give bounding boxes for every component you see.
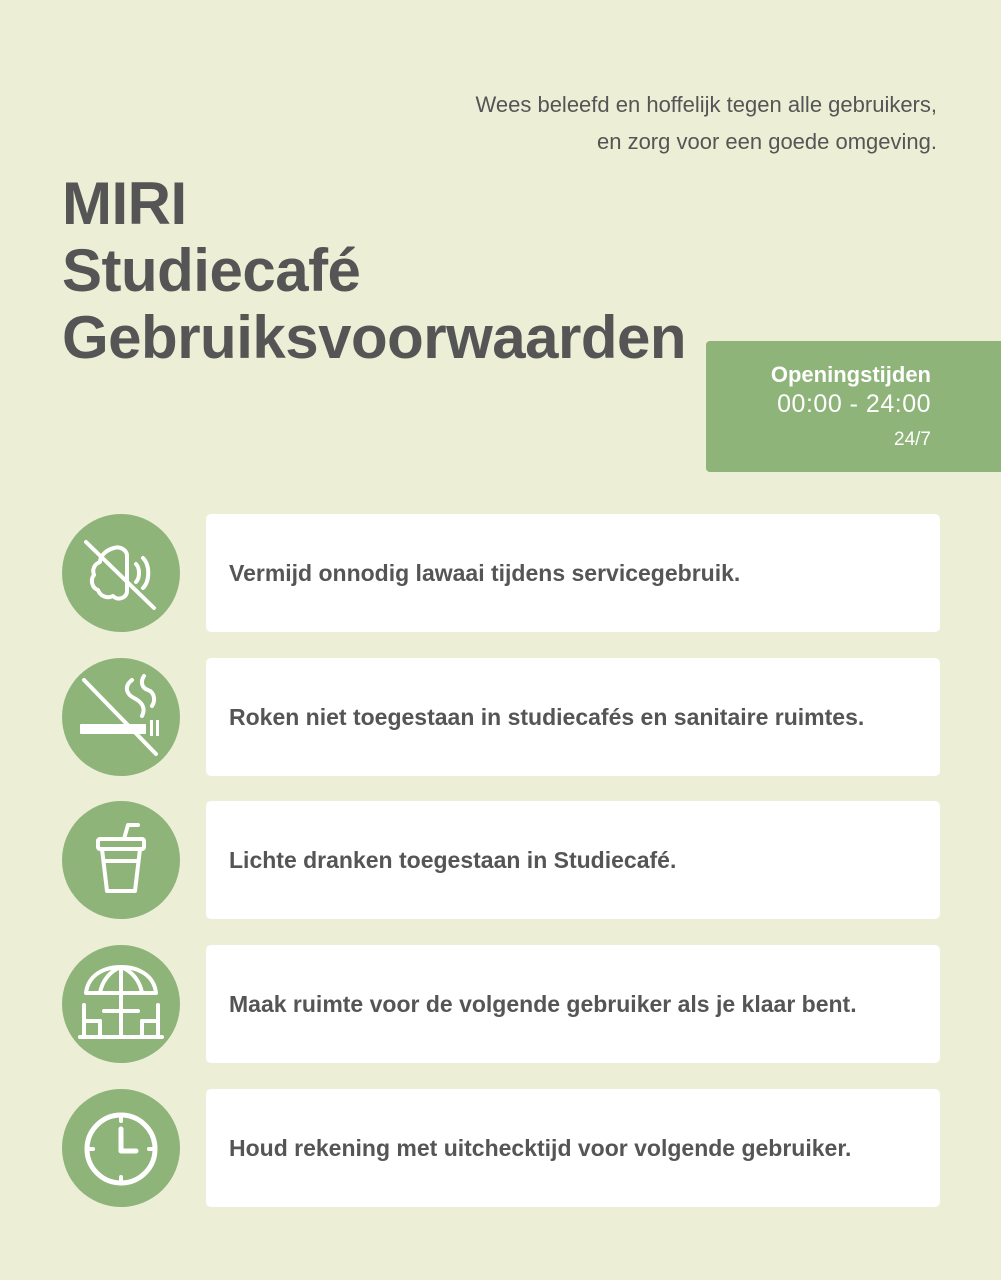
rule-card: Roken niet toegestaan in studiecafés en sanitaire ruimtes. xyxy=(206,658,940,776)
tagline-line-2: en zorg voor een goede omgeving. xyxy=(596,129,937,154)
opening-hours-panel xyxy=(706,341,1001,472)
drink-cup-icon xyxy=(62,801,180,919)
table-umbrella-icon xyxy=(62,945,180,1063)
no-noise-icon xyxy=(62,514,180,632)
opening-hours-days: 24/7 xyxy=(894,429,931,450)
tagline-line-1: Wees beleefd en hoffelijk tegen alle gebruikers, xyxy=(475,92,937,117)
page-title xyxy=(62,170,686,371)
title-line-1: MIRI xyxy=(62,170,187,237)
rule-card: Houd rekening met uitchecktijd voor volgende gebruiker. xyxy=(206,1089,940,1207)
rule-item-checkout xyxy=(62,1089,940,1207)
title-line-3: Gebruiksvoorwaarden xyxy=(62,304,687,371)
tagline xyxy=(317,86,937,160)
rule-item-drinks xyxy=(62,801,940,919)
rule-card: Vermijd onnodig lawaai tijdens servicegebruik. xyxy=(206,514,940,632)
opening-hours-time: 00:00 - 24:00 xyxy=(777,390,931,418)
title-line-2: Studiecafé xyxy=(62,237,361,304)
no-smoking-icon xyxy=(62,658,180,776)
rule-card: Maak ruimte voor de volgende gebruiker als je klaar bent. xyxy=(206,945,940,1063)
rule-item-smoking xyxy=(62,658,940,776)
rule-item-noise xyxy=(62,514,940,632)
rule-item-table xyxy=(62,945,940,1063)
opening-hours-label: Openingstijden xyxy=(770,362,931,387)
clock-icon xyxy=(62,1089,180,1207)
rule-card: Lichte dranken toegestaan in Studiecafé. xyxy=(206,801,940,919)
